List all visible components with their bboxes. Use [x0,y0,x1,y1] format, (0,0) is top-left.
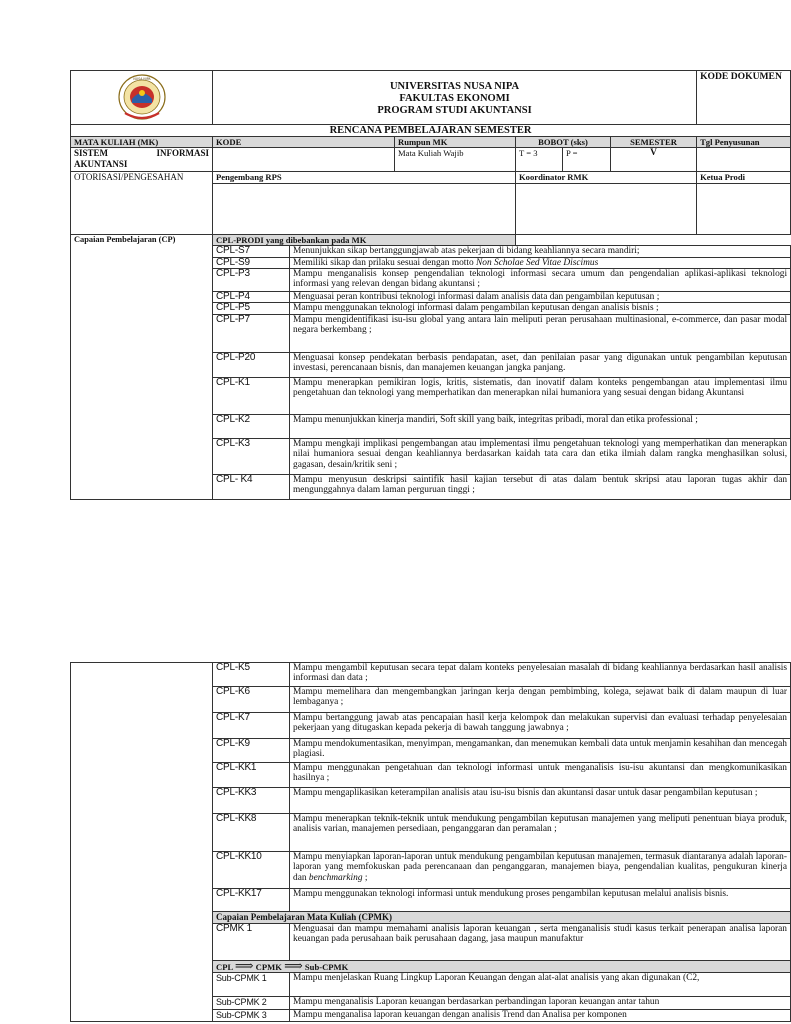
cpl-text-benchmarking [290,852,791,889]
cp-label: Capaian Pembelajaran (CP) [71,234,213,499]
cpl-header-spacer [516,234,791,245]
cpl-text: Mampu menunjukkan kinerja mandiri, Soft skill yang baik, integritas pribadi, moral dan etika professional ; [290,414,791,438]
course-credit-theory: T = 3 [516,148,563,172]
cpl-code: CPL-P20 [213,352,290,377]
cpl-cpmk-mapping-header [213,958,791,973]
cpl-code: CPL-P3 [213,269,290,292]
cpl-text: Mampu mengambil keputusan secara tepat dalam konteks penyelesaian masalah di bidang keahliannya berdasarkan hasil analisis informasi dan data ; [290,663,791,687]
approval-head-of-program: Ketua Prodi [697,172,791,183]
course-header-code: KODE [213,137,395,148]
cpl-text: Memiliki sikap dan prilaku sesuai dengan motto [293,257,477,268]
cpl-code: CPL-KK1 [213,763,290,788]
benchmarking-text: benchmarking [308,872,363,883]
document-code-label: KODE DOKUMEN [697,71,791,125]
cpl-text: Mampu memelihara dan mengembangkan jaringan kerja dengan pembimbing, kolega, sejawat baik di dalam maupun di luar lembaganya ; [290,687,791,713]
sub-cpmk-code: Sub-CPMK 3 [213,1010,290,1022]
arrow-right-icon: ⟹ [234,958,254,973]
logo-cell [71,71,213,125]
mapping-cpmk-label: CPMK [255,962,282,972]
course-header-bobot: BOBOT (sks) [516,137,611,148]
cpl-code: CPL-KK3 [213,788,290,814]
university-name: UNIVERSITAS NUSA NIPA [389,80,520,92]
cpl-code: CPL-KK17 [213,889,290,912]
course-header-mk: MATA KULIAH (MK) [71,137,213,148]
cpl-text: Mampu menggunakan teknologi informasi dalam pengambilan keputusan dengan analisis bisnis ; [290,303,791,314]
faculty-name: FAKULTAS EKONOMI [399,92,510,104]
cpl-code: CPL- K4 [213,474,290,499]
sub-cpmk-code: Sub-CPMK 2 [213,997,290,1010]
cpl-code: CPL-KK8 [213,814,290,852]
cpl-code: CPL-S7 [213,246,290,257]
cpl-text: Mampu mengkaji implikasi pengembangan atau implementasi ilmu pengetahuan teknologi yang memperhatikan dan menerapkan nilai humaniora sesuai dengan keahliannya berdasarkan kaidah tata cara dan etika ilmiah dalam rangka menghasilkan solusi, gagasan, desain/kritik seni ; [290,438,791,474]
cpl-text: Mampu mengidentifikasi isu-isu global yang antara lain meliputi peran perusahaan multinasional, e-commerce, dan pasar modal negara berkembang ; [290,314,791,352]
rps-table-page-2 [70,662,791,1022]
cpl-text: Mampu menyiapkan laporan-laporan untuk mendukung pengambilan keputusan manajemen, termasuk diantaranya adalah laporan-laporan yang memfokuskan pada perencanaan dan penganggaran, manajemen biaya, pengendalian kualitas, pengukuran kinerja dan [293,852,787,883]
cpmk-code: CPMK 1 [213,924,290,961]
cpl-code: CPL-K7 [213,713,290,739]
cpl-text-tail: ; [362,872,368,883]
cpl-text: Menguasai konsep pendekatan berbasis pendapatan, aset, dan penilaian pasar yang digunakan untuk pengambilan keputusan investasi, perencanaan bisnis, dan manajemen keuangan jangka panjang. [290,352,791,377]
cpl-text: Mampu menggunakan teknologi informasi untuk mendukung proses pengambilan keputusan melalui analisis bisnis. [290,889,791,912]
cpl-code: CPL-K5 [213,663,290,687]
cpl-code: CPL-KK10 [213,852,290,889]
course-credit-practice: P = [563,148,611,172]
header-title-cell [213,71,697,125]
course-header-rumpun: Rumpun MK [395,137,516,148]
cpmk-header: Capaian Pembelajaran Mata Kuliah (CPMK) [213,912,791,924]
svg-text:NUSA NIPA: NUSA NIPA [132,77,151,81]
sub-cpmk-code: Sub-CPMK 1 [213,973,290,997]
course-semester-value: V [611,148,697,172]
cpl-header: CPL-PRODI yang dibebankan pada MK [213,234,516,245]
mapping-cpl-label: CPL [216,962,233,972]
course-date-value [697,148,791,172]
cpl-text: Menunjukkan sikap bertanggungjawab atas pekerjaan di bidang keahliannya secara mandiri; [290,246,791,257]
left-blank-column [71,663,213,1022]
university-logo-icon [117,73,167,121]
rps-table-page-1 [70,70,791,500]
program-name: PROGRAM STUDI AKUNTANSI [377,104,532,116]
course-name: SISTEM INFORMASI AKUNTANSI [71,148,213,172]
rps-title: RENCANA PEMBELAJARAN SEMESTER [71,125,791,137]
signature-head [697,183,791,234]
cpl-text-motto [290,257,791,268]
cpl-code: CPL-K3 [213,438,290,474]
cpmk-text: Menguasai dan mampu memahami analisis laporan keuangan , serta menganalisis studi kasus terkait penerapan analisa laporan keuangan pada perusahaan baik perusahaan dagang, jasa maupun manufaktur [290,924,791,961]
cpl-text: Mampu mengaplikasikan keterampilan analisis atau isu-isu bisnis dan akuntansi dasar untuk dasar pengambilan keputusan ; [290,788,791,814]
cpl-text: Mampu menganalisis konsep pengendalian teknologi informasi secara umum dan pengendalian aplikasi-aplikasi teknologi informasi yang relevan dengan bidang akuntansi ; [290,269,791,292]
table-row [71,663,791,687]
cpl-text: Mampu menggunakan pengetahuan dan teknologi informasi untuk menganalisis isu-isu akuntansi dan mengkomunikasikan hasilnya ; [290,763,791,788]
approval-label: OTORISASI/PENGESAHAN [71,172,213,234]
motto-text: Non Scholae Sed Vitae Discimus [476,257,599,268]
cpl-code: CPL-K1 [213,377,290,414]
signature-developer [213,183,516,234]
course-code-value [213,148,395,172]
cpl-code: CPL-K2 [213,414,290,438]
cpl-text: Mampu menyusun deskripsi saintifik hasil kajian tersebut di atas dalam bentuk skripsi atau laporan tugas akhir dan mengunggahnya dalam laman perguruan tinggi ; [290,474,791,499]
cpl-text: Mampu mendokumentasikan, menyimpan, mengamankan, dan menemukan kembali data untuk menjamin kesahihan dan mencegah plagiasi. [290,739,791,763]
mapping-sub-cpmk-label: Sub-CPMK [304,962,349,972]
cpl-code: CPL-P7 [213,314,290,352]
course-header-date: Tgl Penyusunan [697,137,791,148]
approval-rmk-coordinator: Koordinator RMK [516,172,697,183]
cpl-code: CPL-K6 [213,687,290,713]
sub-cpmk-text: Mampu menganalisis Laporan keuangan berdasarkan perbandingan laporan keuangan antar tahun [290,997,791,1010]
sub-cpmk-text: Mampu menjelaskan Ruang Lingkup Laporan Keuangan dengan alat-alat analisis yang akan digunakan (C2, [290,973,791,997]
approval-rps-developer: Pengembang RPS [213,172,516,183]
cpl-code: CPL-P4 [213,292,290,303]
cpl-code: CPL-K9 [213,739,290,763]
course-rumpun-value: Mata Kuliah Wajib [395,148,516,172]
cpl-text: Mampu menerapkan pemikiran logis, kritis, sistematis, dan inovatif dalam konteks pengembangan atau implementasi ilmu pengetahuan dan teknologi yang memperhatikan dan menerapkan nilai humaniora yang sesuai dengan bidang Akuntansi [290,377,791,414]
cpl-code: CPL-P5 [213,303,290,314]
cpl-text: Menguasai peran kontribusi teknologi informasi dalam analisis data dan pengambilan keputusan ; [290,292,791,303]
cpl-text: Mampu bertanggung jawab atas pencapaian hasil kerja kelompok dan melakukan supervisi dan evaluasi terhadap penyelesaian pekerjaan yang ditugaskan kepada pekerja di bawah tanggung jawabnya ; [290,713,791,739]
cpl-text: Mampu menerapkan teknik-teknik untuk mendukung pengambilan keputusan manajemen yang meliputi penentuan biaya produk, analisis varian, manajemen persediaan, penganggaran dan peramalan ; [290,814,791,852]
signature-coordinator [516,183,697,234]
course-header-semester: SEMESTER [611,137,697,148]
cpl-code: CPL-S9 [213,257,290,268]
sub-cpmk-text: Mampu menganalisa laporan keuangan dengan analisis Trend dan Analisa per komponen [290,1010,791,1022]
arrow-right-icon: ⟹ [284,958,303,973]
